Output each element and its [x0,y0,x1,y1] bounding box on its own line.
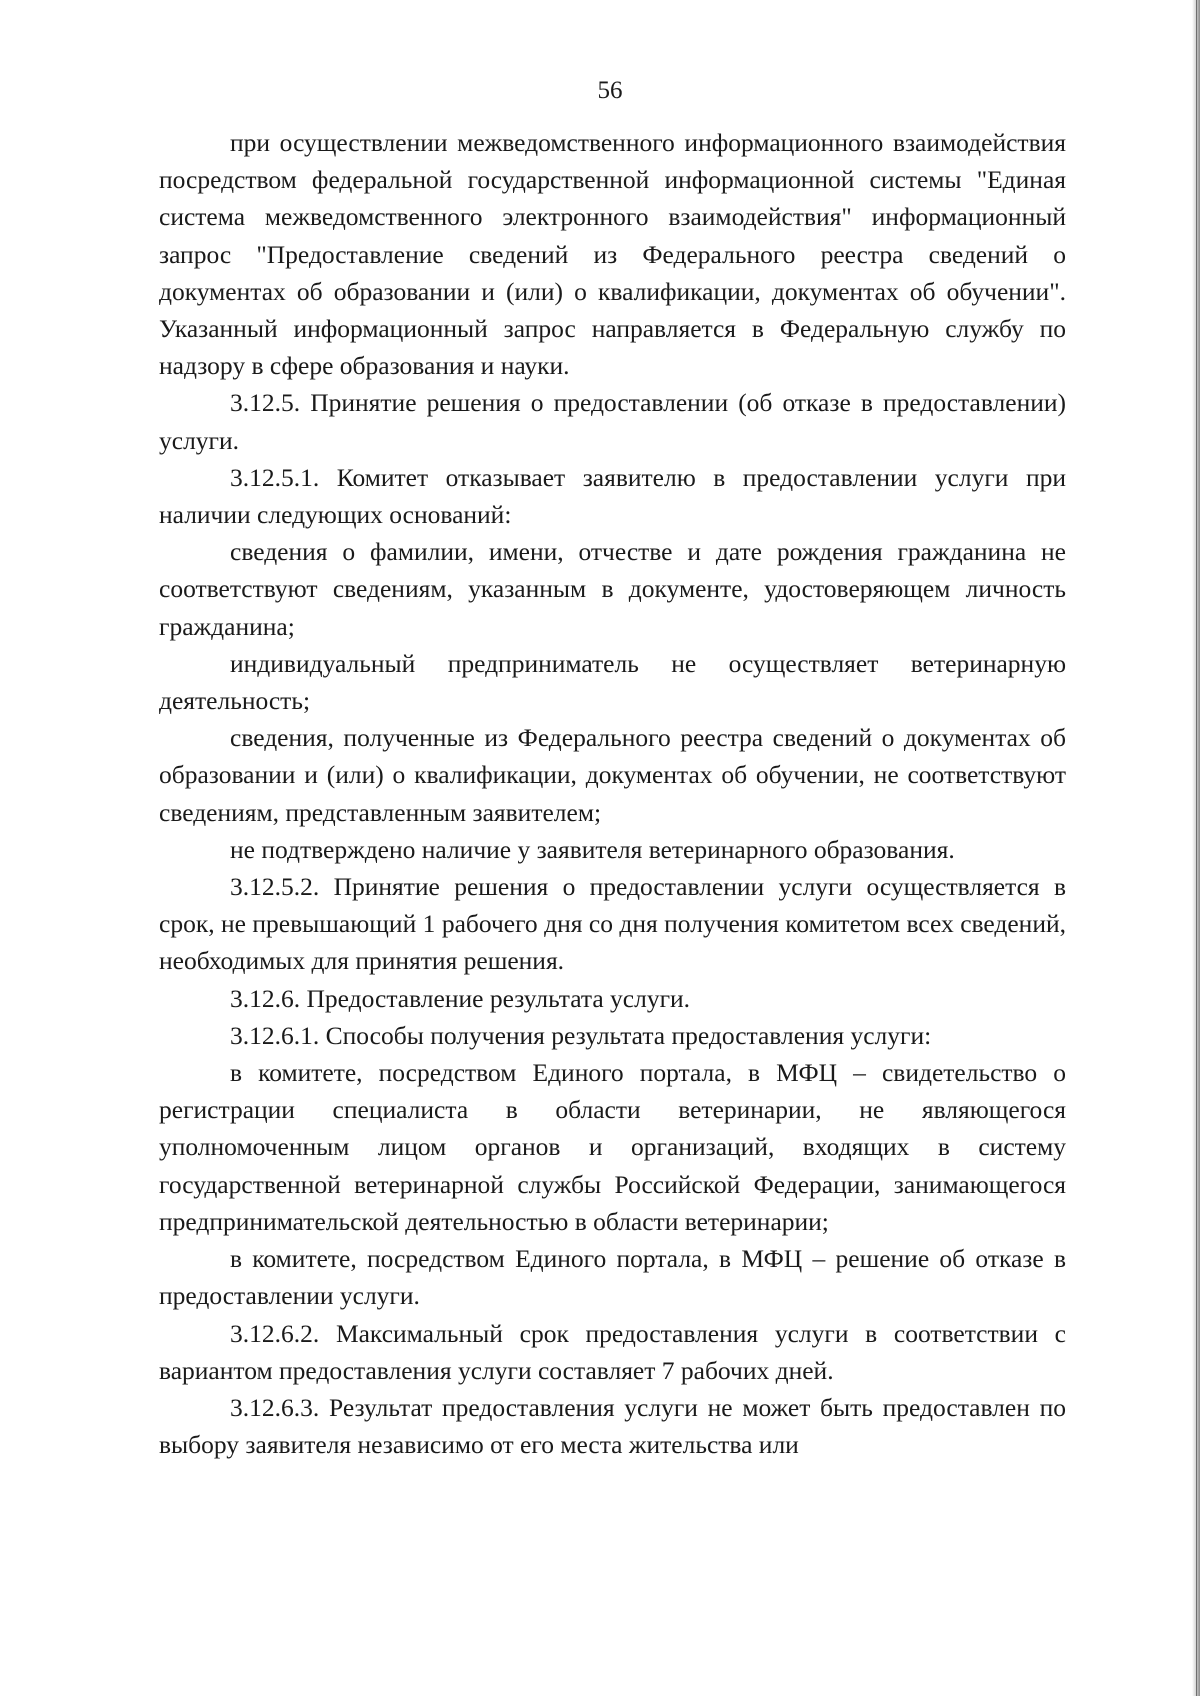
paragraph-3-12-6-2: 3.12.6.2. Максимальный срок предоставления услуги в соответствии с вариантом предоставления услуги составляет 7 рабочих дней. [159,1318,1066,1385]
document-body [159,124,1066,1463]
page-number: 56 [597,77,623,104]
result-method-refusal: в комитете, посредством Единого портала, в МФЦ – решение об отказе в предоставлении услуги. [159,1244,1066,1311]
refusal-ground-no-education: не подтверждено наличие у заявителя ветеринарного образования. [230,834,955,864]
paragraph-3-12-5: 3.12.5. Принятие решения о предоставлении (об отказе в предоставлении) услуги. [159,388,1066,455]
paragraph-3-12-6-3: 3.12.6.3. Результат предоставления услуги не может быть предоставлен по выбору заявителя независимо от его места жительства или [159,1392,1066,1460]
paragraph-interagency-request: при осуществлении межведомственного информационного взаимодействия посредством федеральной государственной информационной системы "Единая система межведомственного электронного взаимодействия" информационный запрос "Предоставление сведений из Федерального реестра сведений о документах об образовании и (или) о квалификации, документах об обучении". Указанный информационный запрос направляется в Федеральную службу по надзору в сфере образования и науки. [159,128,1066,381]
paragraph-3-12-5-2: 3.12.5.2. Принятие решения о предоставлении услуги осуществляется в срок, не превышающий 1 рабочего дня со дня получения комитетом всех сведений, необходимых для принятия решения. [159,872,1066,976]
scan-page-edge-line [1196,0,1197,1696]
refusal-ground-no-activity: индивидуальный предприниматель не осуществляет ветеринарную деятельность; [159,648,1066,716]
refusal-ground-education-records: сведения, полученные из Федерального реестра сведений о документах об образовании и (или) о квалификации, документах об обучении, не соответствуют сведениям, представленным заявителем; [159,723,1066,827]
paragraph-3-12-5-1: 3.12.5.1. Комитет отказывает заявителю в предоставлении услуги при наличии следующих оснований: [159,462,1066,530]
refusal-ground-personal-data: сведения о фамилии, имени, отчестве и дате рождения гражданина не соответствуют сведениям, указанным в документе, удостоверяющем личность гражданина; [159,537,1066,641]
paragraph-3-12-6: 3.12.6. Предоставление результата услуги. [230,983,691,1013]
paragraph-3-12-6-1: 3.12.6.1. Способы получения результата предоставления услуги: [230,1020,932,1050]
result-method-certificate: в комитете, посредством Единого портала, в МФЦ – свидетельство о регистрации специалиста в области ветеринарии, не являющегося уполномоченным лицом органов и организаций, входящих в систему государственной ветеринарной службы Российской Федерации, занимающегося предпринимательской деятельностью в области ветеринарии; [159,1058,1066,1236]
